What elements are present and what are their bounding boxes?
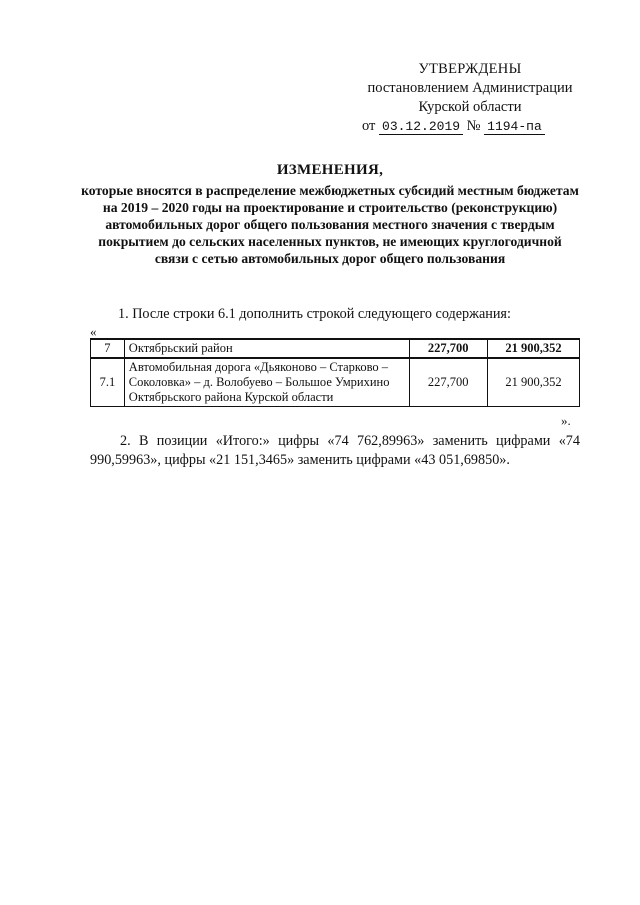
row-value-2: 21 900,352	[487, 339, 579, 358]
paragraph-1: 1. После строки 6.1 дополнить строкой следующего содержания:	[118, 306, 511, 322]
row-value-2: 21 900,352	[487, 358, 579, 407]
row-number: 7	[91, 339, 125, 358]
quote-close: ».	[561, 413, 571, 428]
row-value-1: 227,700	[409, 358, 487, 407]
approval-line-1: постановлением Администрации	[367, 80, 573, 96]
date-prefix: от	[362, 118, 376, 134]
insertion-table	[90, 338, 580, 407]
number-prefix: №	[466, 118, 481, 134]
table-row	[91, 339, 580, 358]
row-value-1: 227,700	[409, 339, 487, 358]
approval-date: 03.12.2019	[379, 119, 463, 135]
row-name: Автомобильная дорога «Дьяконово – Старково – Соколовка» – д. Волобуево – Большое Умрихино Октябрьского района Курской области	[124, 358, 409, 407]
approval-heading: УТВЕРЖДЕНЫ	[418, 61, 522, 77]
row-name: Октябрьский район	[124, 339, 409, 358]
approval-date-line	[340, 117, 600, 136]
paragraph-2: 2. В позиции «Итого:» цифры «74 762,89963» заменить цифрами «74 990,59963», цифры «21 151,3465» заменить цифрами «43 051,69850».	[90, 433, 580, 468]
approval-block	[340, 60, 600, 136]
approval-number: 1194-па	[484, 119, 545, 135]
quote-open: «	[90, 324, 97, 339]
approval-line-2: Курской области	[418, 99, 522, 115]
document-title: ИЗМЕНЕНИЯ,	[276, 162, 384, 178]
table-row	[91, 358, 580, 407]
row-number: 7.1	[91, 358, 125, 407]
document-subtitle: которые вносятся в распределение межбюджетных субсидий местным бюджетам на 2019 – 2020 годы на проектирование и строительство (реконструкцию) автомобильных дорог общего пользования местного значения с твердым покрытием до сельских населенных пунктов, не имеющих круглогодичной связи с сетью автомобильных дорог общего пользования	[81, 183, 579, 266]
